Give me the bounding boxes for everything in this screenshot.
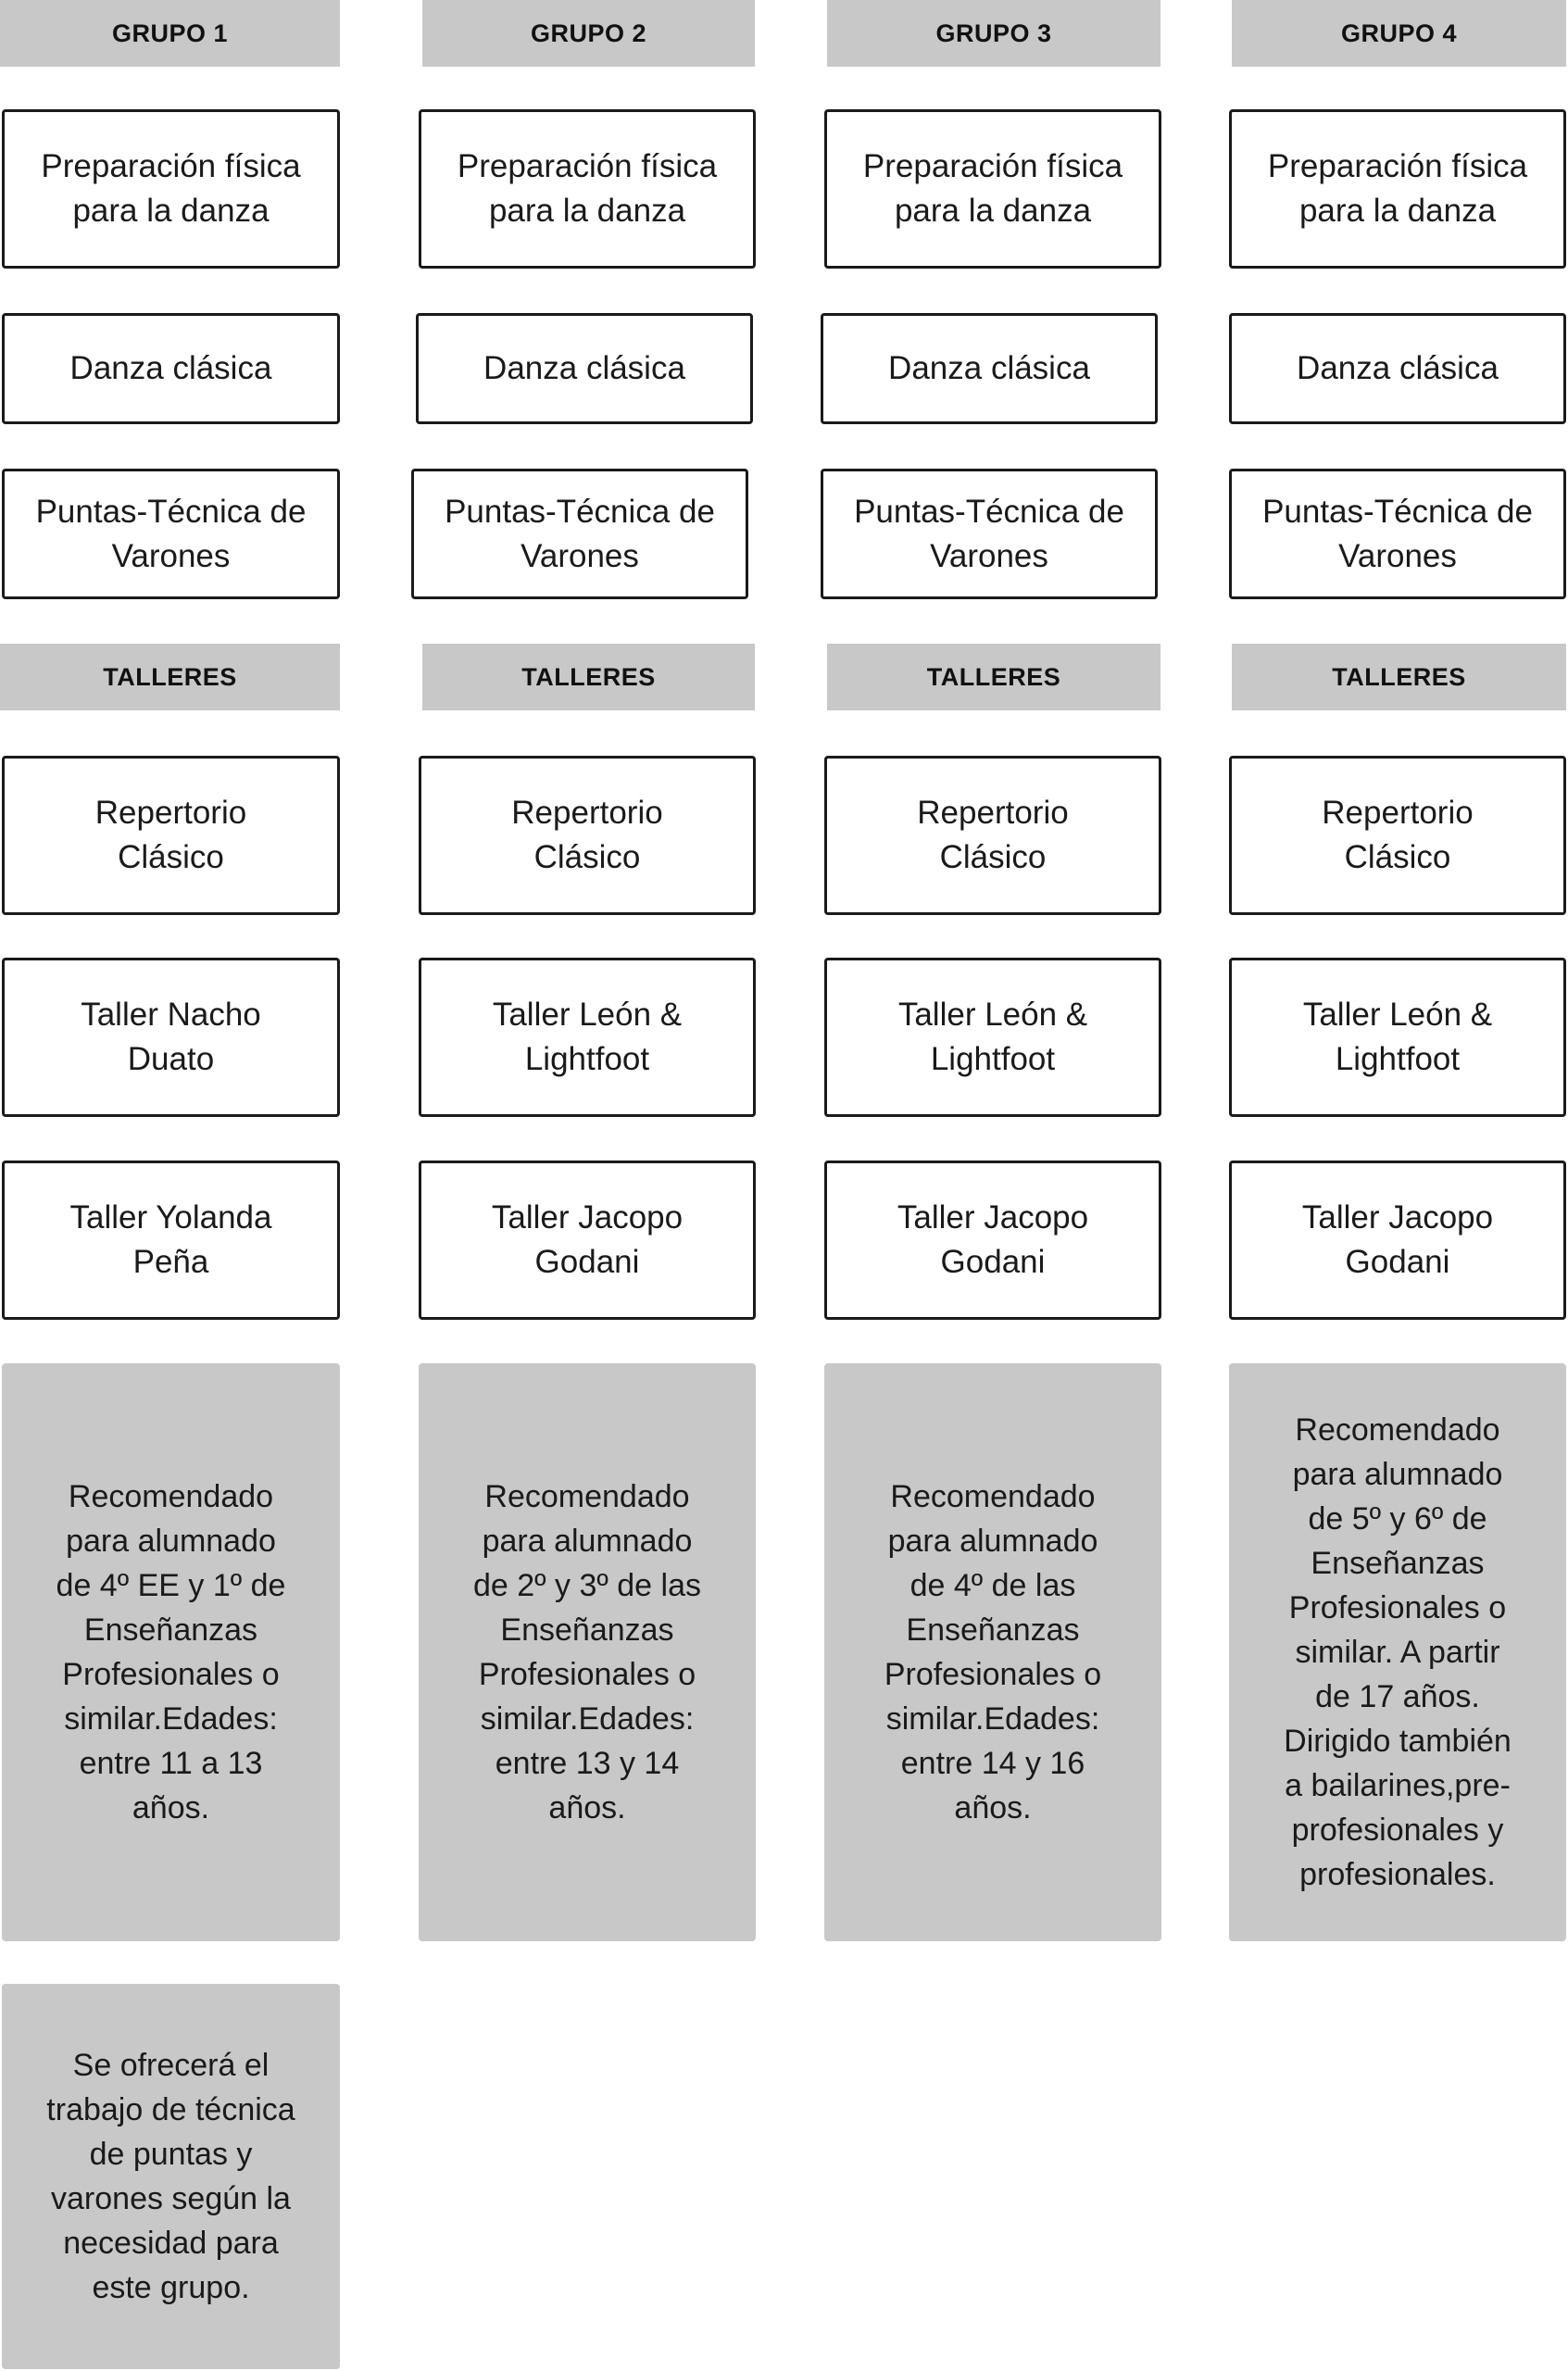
- taller-label: Taller Nacho Duato: [81, 997, 261, 1077]
- group-3-taller-2: [824, 958, 1161, 1117]
- group-3-recommendation: [824, 1363, 1161, 1941]
- class-label: Puntas-Técnica de Varones: [854, 493, 1124, 574]
- class-label: Preparación física para la danza: [1267, 148, 1528, 229]
- group-1-talleres-header: TALLERES: [0, 644, 340, 710]
- taller-label: Taller Yolanda Peña: [69, 1199, 272, 1280]
- taller-label: Taller Jacopo Godani: [1301, 1199, 1494, 1280]
- group-1-class-puntas: [2, 469, 340, 599]
- group-1-recommendation: [2, 1363, 340, 1941]
- footnote-box: [2, 1984, 340, 2369]
- group-2-class-danza-clasica: [416, 313, 753, 424]
- class-label: Danza clásica: [483, 350, 685, 386]
- group-1-header: GRUPO 1: [0, 0, 340, 67]
- group-1-taller-2: [2, 958, 340, 1117]
- group-2-header: GRUPO 2: [422, 0, 755, 67]
- group-1-taller-repertorio: [2, 756, 340, 915]
- group-3-class-preparacion: [824, 109, 1161, 269]
- group-4-class-preparacion: [1229, 109, 1566, 269]
- group-2-talleres-header: TALLERES: [422, 644, 755, 710]
- group-4-class-puntas: [1229, 469, 1566, 599]
- taller-label: Taller León & Lightfoot: [492, 997, 683, 1077]
- class-label: Danza clásica: [888, 350, 1090, 386]
- group-4-class-danza-clasica: [1229, 313, 1566, 424]
- group-3-header: GRUPO 3: [827, 0, 1160, 67]
- recommendation-text: Recomendado para alumnado de 5º y 6º de Enseñanzas Profesionales o similar. A partir de 17 años. Dirigido también a bailarines,pre- profesionales y profesionales.: [1284, 1412, 1512, 1892]
- group-2-taller-repertorio: [419, 756, 756, 915]
- taller-label: Repertorio Clásico: [511, 795, 663, 875]
- group-4-header: GRUPO 4: [1232, 0, 1566, 67]
- class-label: Puntas-Técnica de Varones: [1262, 493, 1533, 574]
- recommendation-text: Recomendado para alumnado de 2º y 3º de las Enseñanzas Profesionales o similar.Edades: entre 13 y 14 años.: [473, 1479, 701, 1825]
- group-2-class-puntas: [411, 469, 748, 599]
- group-1-taller-3: [2, 1160, 340, 1320]
- group-3-taller-3: [824, 1160, 1161, 1320]
- group-2-taller-2: [419, 958, 756, 1117]
- class-label: Puntas-Técnica de Varones: [445, 493, 715, 574]
- taller-label: Taller Jacopo Godani: [491, 1199, 684, 1280]
- recommendation-text: Recomendado para alumnado de 4º de las Enseñanzas Profesionales o similar.Edades: entre 14 y 16 años.: [884, 1479, 1102, 1825]
- class-label: Puntas-Técnica de Varones: [35, 493, 307, 574]
- group-4-recommendation: [1229, 1363, 1566, 1941]
- class-label: Danza clásica: [69, 350, 272, 386]
- group-2-class-preparacion: [419, 109, 756, 269]
- group-3-class-danza-clasica: [821, 313, 1158, 424]
- group-1-class-preparacion: [2, 109, 340, 269]
- group-3-class-puntas: [821, 469, 1158, 599]
- footnote-text: Se ofrecerá el trabajo de técnica de puntas y varones según la necesidad para este grupo.: [46, 2048, 295, 2305]
- group-4-taller-3: [1229, 1160, 1566, 1320]
- group-3-taller-repertorio: [824, 756, 1161, 915]
- taller-label: Repertorio Clásico: [917, 795, 1069, 875]
- group-3-talleres-header: TALLERES: [827, 644, 1160, 710]
- group-2-recommendation: [419, 1363, 756, 1941]
- group-4-taller-repertorio: [1229, 756, 1566, 915]
- class-label: Preparación física para la danza: [862, 148, 1123, 229]
- class-label: Danza clásica: [1297, 350, 1499, 386]
- class-label: Preparación física para la danza: [457, 148, 718, 229]
- taller-label: Repertorio Clásico: [94, 795, 247, 875]
- taller-label: Taller León & Lightfoot: [1302, 997, 1493, 1077]
- group-4-taller-2: [1229, 958, 1566, 1117]
- recommendation-text: Recomendado para alumnado de 4º EE y 1º de Enseñanzas Profesionales o similar.Edades: entre 11 a 13 años.: [56, 1479, 286, 1825]
- group-1-class-danza-clasica: [2, 313, 340, 424]
- group-2-taller-3: [419, 1160, 756, 1320]
- taller-label: Taller León & Lightfoot: [897, 997, 1088, 1077]
- class-label: Preparación física para la danza: [41, 148, 301, 229]
- taller-label: Taller Jacopo Godani: [897, 1199, 1089, 1280]
- group-4-talleres-header: TALLERES: [1232, 644, 1566, 710]
- taller-label: Repertorio Clásico: [1322, 795, 1474, 875]
